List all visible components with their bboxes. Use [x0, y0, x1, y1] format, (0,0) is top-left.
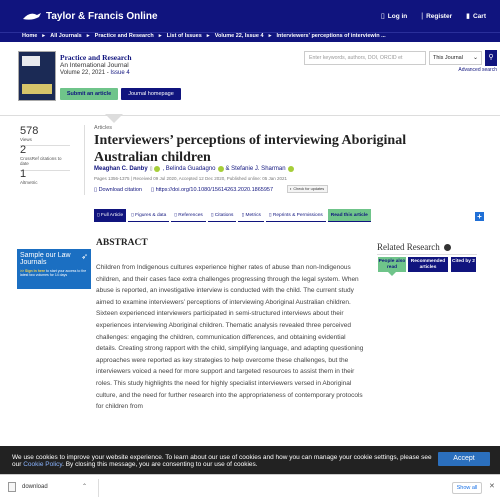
orcid-icon[interactable]: [218, 166, 224, 172]
bird-logo-icon: ➶: [81, 252, 88, 261]
article-tabs: [94, 209, 371, 222]
metric-views[interactable]: 578 Views: [20, 125, 39, 142]
cookie-message: We use cookies to improve your website experience. To learn about our use of cookies and how you can manage your cookie settings, please see our Cookie Policy. By closing this message, you are consenting to our use of cookies.: [12, 454, 432, 468]
breadcrumb-item[interactable]: Practice and Research: [94, 33, 154, 39]
updates-icon: ◐: [290, 187, 294, 191]
search-icon: ⚲: [488, 54, 494, 61]
share-plus-button[interactable]: +: [475, 212, 484, 221]
accept-cookies-button[interactable]: Accept: [438, 452, 490, 466]
chevron-down-icon: ⌄: [472, 55, 478, 61]
tab-full-article[interactable]: ▯ Full Article: [94, 209, 126, 222]
tab-people-also-read[interactable]: People also read: [378, 257, 406, 272]
tab-cited-by[interactable]: Cited by 2: [451, 257, 476, 272]
tab-reprints[interactable]: ▯ Reprints & Permissions: [266, 209, 326, 222]
breadcrumb: [22, 33, 386, 39]
metric-crossref[interactable]: 2 CrossRef citations to date: [20, 144, 62, 166]
orcid-icon[interactable]: [154, 166, 160, 172]
journal-title[interactable]: Practice and Research: [60, 53, 132, 62]
downloads-bar: [0, 474, 500, 500]
advanced-search-link[interactable]: Advanced search: [458, 67, 497, 73]
section-divider: [0, 115, 500, 116]
promo-signin-link[interactable]: >> Sign in here: [20, 269, 46, 273]
orcid-icon[interactable]: [288, 166, 294, 172]
author-link[interactable]: Meaghan C. Danby: [94, 166, 148, 172]
download-item[interactable]: download: [8, 482, 48, 492]
header-links: [381, 12, 486, 20]
chevron-up-icon[interactable]: ⌃: [82, 484, 88, 490]
tab-metrics[interactable]: ▯ Metrics: [238, 209, 263, 222]
journal-subtitle: An International Journal: [60, 62, 129, 69]
tab-recommended-articles[interactable]: Recommended articles: [408, 257, 448, 272]
download-citation-link[interactable]: ▯ Download citation: [94, 187, 142, 193]
register-icon: |: [421, 12, 424, 20]
info-icon[interactable]: [444, 244, 451, 251]
search-button[interactable]: [485, 50, 497, 66]
breadcrumb-item[interactable]: Home: [22, 33, 38, 39]
check-updates-button[interactable]: ◐ Check for updates: [287, 185, 328, 193]
triangle-right-icon: ►: [157, 33, 163, 39]
link-icon: ▯: [151, 187, 156, 193]
cookie-policy-link[interactable]: Cookie Policy: [23, 461, 63, 468]
cart-icon: ▮: [466, 13, 470, 20]
breadcrumb-current: Interviewers' perceptions of interviewin ...: [276, 33, 386, 39]
issue-link[interactable]: Issue 4: [110, 70, 130, 76]
submit-article-button[interactable]: Submit an article: [60, 88, 118, 100]
breadcrumb-item[interactable]: Volume 22, Issue 4: [214, 33, 264, 39]
journal-cover[interactable]: [18, 51, 56, 101]
metrics-divider: [84, 125, 85, 195]
close-icon[interactable]: ✕: [489, 483, 495, 490]
brand-logo[interactable]: [22, 10, 158, 22]
related-divider: [377, 254, 477, 255]
search-scope-select[interactable]: This Journal ⌄: [429, 51, 482, 65]
metric-altmetric[interactable]: 1 Altmetric: [20, 168, 38, 185]
show-all-button[interactable]: Show all: [452, 482, 482, 494]
article-title: Interviewers’ perceptions of interviewing Aboriginal Australian children: [94, 133, 407, 165]
tab-references[interactable]: ▯ References: [171, 209, 206, 222]
author-link[interactable]: , Belinda Guadagno: [162, 166, 216, 172]
triangle-right-icon: ►: [205, 33, 211, 39]
tab-figures[interactable]: ▯ Figures & data: [128, 209, 169, 222]
email-icon: ▯: [149, 166, 153, 172]
login-link[interactable]: ▯ Log in: [380, 12, 408, 20]
doi-link[interactable]: ▯ https://doi.org/10.1080/15614263.2020.1865957: [151, 187, 273, 193]
file-icon: [8, 482, 16, 492]
cookie-banner: [0, 446, 500, 474]
breadcrumb-item[interactable]: All Journals: [50, 33, 82, 39]
journal-volume: Volume 22, 2021 - Issue 4: [60, 70, 130, 76]
related-research-heading: Related Research: [377, 242, 451, 252]
download-icon: ▯: [94, 187, 99, 193]
login-icon: ▯: [380, 13, 385, 20]
read-article-button[interactable]: Read this article: [328, 209, 371, 222]
register-link[interactable]: | Register: [421, 12, 453, 20]
divider-notch: [105, 114, 123, 123]
search-input[interactable]: Enter keywords, authors, DOI, ORCID et: [304, 51, 426, 65]
triangle-right-icon: ►: [267, 33, 273, 39]
triangle-right-icon: ►: [41, 33, 47, 39]
download-separator: [98, 479, 99, 497]
triangle-right-icon: ►: [85, 33, 91, 39]
abstract-text: Children from Indigenous cultures experience higher rates of abuse than non-Indigenous children, and their cases face extra challenges progressing through the legal system. When abuse is reported, an investigative interview is conducted with the child. The current study aimed to examine interviewers’ perceptions of interviewing Aboriginal Australian children. Sixteen experienced interviewers participated in semi-structured interviews about their experiences interviewing Aboriginal children. Thematic analysis revealed three perceived challenges: engaging the children, communication differences, and obtaining evidential details. Creating strong rapport with the child, simplifying language, and adapting questioning approaches were reported as key strategies to help overcome these challenges, but the interviewers voiced a need for more support and targeted resources to assist them in their roles. This study highlights the need for highly specialist interviewers versed in Aboriginal culture, and the need for further research into the appropriateness of contemporary protocols for children from: [96, 264, 364, 411]
lamp-icon: [22, 10, 42, 22]
tab-notch: [388, 272, 396, 276]
brand-name: Taylor & Francis Online: [46, 10, 158, 22]
cart-link[interactable]: ▮ Cart: [466, 12, 486, 20]
abstract-heading: ABSTRACT: [96, 238, 148, 248]
breadcrumb-item[interactable]: List of Issues: [166, 33, 202, 39]
author-link[interactable]: & Stefanie J. Sharman: [225, 166, 286, 172]
article-type: Articles: [94, 125, 113, 131]
article-meta: Pages 1356-1375 | Received 09 Jul 2020, Accepted 12 Dec 2020, Published online: 05 Jan 2021: [94, 176, 288, 181]
journal-homepage-button[interactable]: Journal homepage: [121, 88, 181, 100]
author-list: [94, 166, 294, 172]
sample-journals-promo[interactable]: Sample our Law Journals >> Sign in here to start your access to the latest two volumes for 14 days ➶: [17, 249, 91, 289]
tab-citations[interactable]: ▯ Citations: [208, 209, 237, 222]
